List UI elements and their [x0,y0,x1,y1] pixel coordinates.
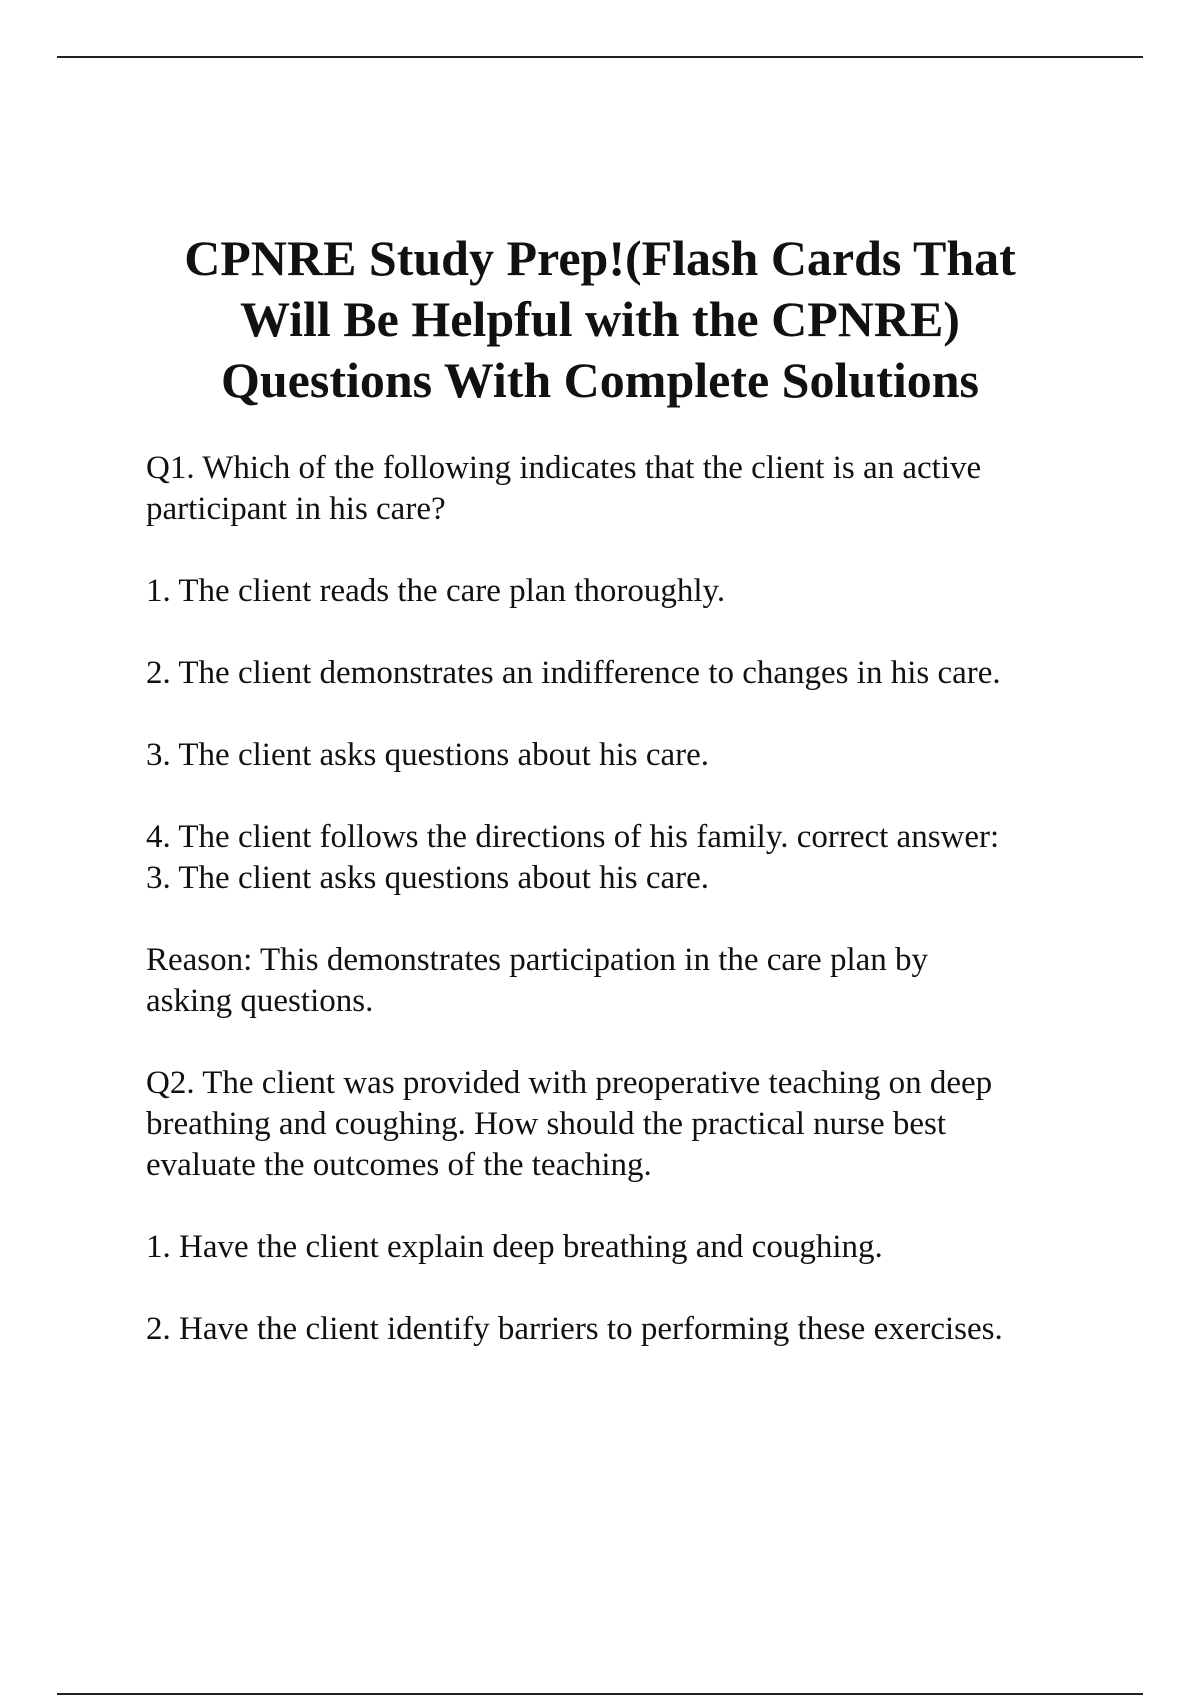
title-line: Will Be Helpful with the CPNRE) [240,291,960,347]
q1-reason: Reason: This demonstrates participation in the care plan by asking questions. [146,942,929,1019]
title-line: CPNRE Study Prep!(Flash Cards That [184,230,1016,286]
document-title [120,228,1080,411]
q2-option-2: 2. Have the client identify barriers to performing these exercises. [146,1311,1003,1347]
document-body [146,448,1106,1391]
q1-option-2: 2. The client demonstrates an indifference to changes in his care. [146,655,1001,691]
q1-option-4-and-answer: 4. The client follows the directions of his family. correct answer: 3. The client asks questions about his care. [146,819,1000,896]
q1-option-3: 3. The client asks questions about his care. [146,737,710,773]
q1-option-1: 1. The client reads the care plan thoroughly. [146,573,726,609]
bottom-rule [57,1693,1143,1695]
q1-question: Q1. Which of the following indicates that the client is an active participant in his care? [146,450,982,527]
q2-option-1: 1. Have the client explain deep breathing and coughing. [146,1229,883,1265]
top-rule [57,56,1143,58]
q2-question: Q2. The client was provided with preoperative teaching on deep breathing and coughing. How should the practical nurse best evaluate the outcomes of the teaching. [146,1065,993,1183]
title-line: Questions With Complete Solutions [220,352,979,408]
